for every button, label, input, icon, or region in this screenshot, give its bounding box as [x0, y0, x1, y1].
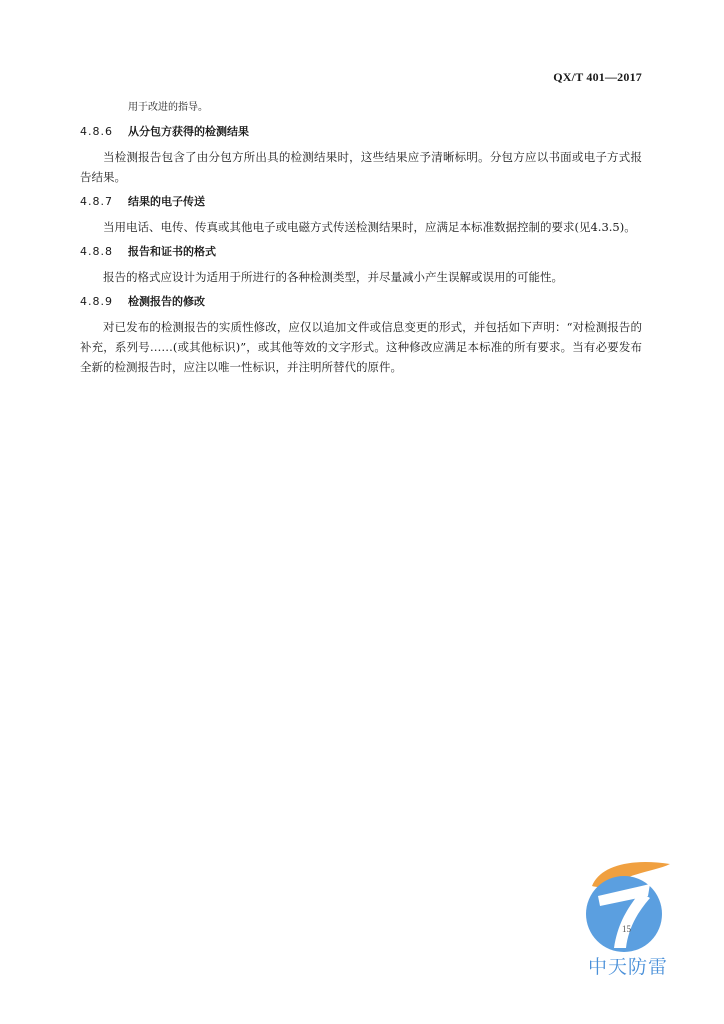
section-title: 从分包方获得的检测结果 — [128, 125, 249, 138]
section-heading-4-8-7 — [80, 192, 642, 212]
watermark-company-name: 中天防雷 — [587, 956, 668, 978]
page-number: 15 — [622, 924, 631, 934]
section-heading-4-8-8 — [80, 242, 642, 262]
section-title: 结果的电子传送 — [128, 195, 205, 208]
company-logo-icon — [578, 856, 678, 956]
section-title: 报告和证书的格式 — [128, 245, 216, 258]
section-number: 4.8.7 — [80, 195, 113, 208]
continued-text-fragment: 用于改进的指导。 — [128, 102, 208, 113]
document-body — [80, 98, 642, 382]
section-paragraph: 报告的格式应设计为适用于所进行的各种检测类型，并尽量减小产生误解或误用的可能性。 — [103, 270, 563, 284]
standard-code: QX/T 401—2017 — [553, 70, 642, 84]
section-title: 检测报告的修改 — [128, 295, 205, 308]
section-number: 4.8.9 — [80, 295, 113, 308]
section-paragraph: 对已发布的检测报告的实质性修改，应仅以追加文件或信息变更的形式，并包括如下声明：“对检测报告的补充，系列号……(或其他标识)”，或其他等效的文字形式。这种修改应满足本标准的所有要求。当有必要发布全新的检测报告时，应注以唯一性标识，并注明所替代的原件。 — [80, 320, 642, 374]
section-paragraph: 当检测报告包含了由分包方所出具的检测结果时，这些结果应予清晰标明。分包方应以书面或电子方式报告结果。 — [80, 150, 642, 184]
section-heading-4-8-6 — [80, 122, 642, 142]
section-heading-4-8-9 — [80, 292, 642, 312]
section-number: 4.8.6 — [80, 125, 113, 138]
section-number: 4.8.8 — [80, 245, 113, 258]
section-paragraph: 当用电话、电传、传真或其他电子或电磁方式传送检测结果时，应满足本标准数据控制的要求(见4.3.5)。 — [103, 220, 636, 234]
